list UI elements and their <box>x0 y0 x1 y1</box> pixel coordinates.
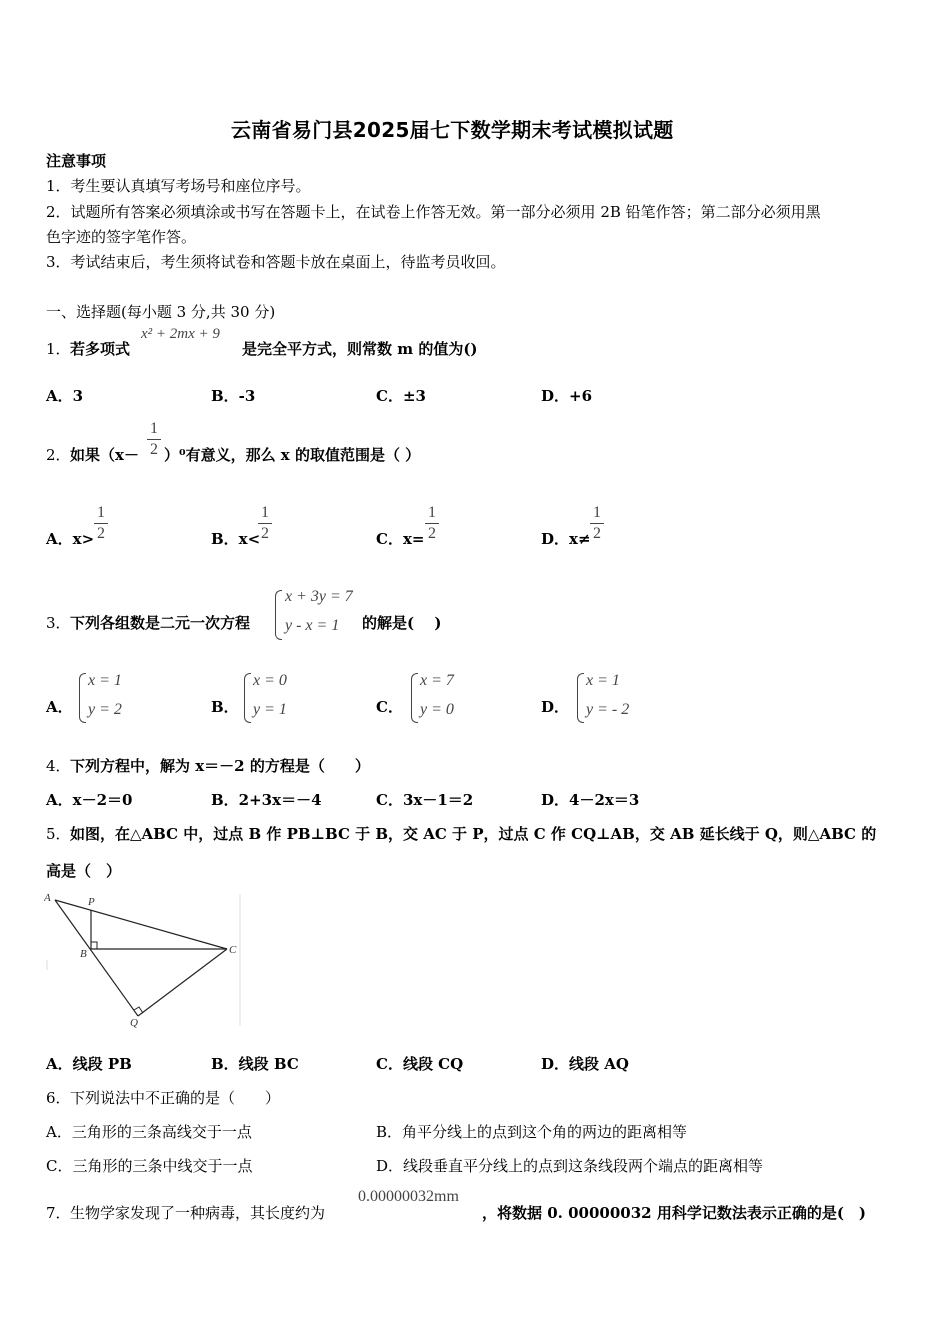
q5-option-a: A．线段 PB <box>46 1055 132 1073</box>
q3-option-b-eq1: x = 0 <box>253 672 287 689</box>
q3-suffix: 的解是( ) <box>362 614 442 632</box>
q3-option-d-brace <box>577 673 584 723</box>
q6-number: 6． <box>46 1089 71 1107</box>
q3-option-b: B． <box>211 698 239 716</box>
label-c: C <box>229 944 237 956</box>
q3-option-a: A． <box>46 698 73 716</box>
segment-cq <box>138 949 227 1016</box>
q2-option-b-fraction: 1 2 <box>258 504 272 543</box>
q1-expression: x² + 2mx + 9 <box>141 326 220 342</box>
q3-option-a-eq1: x = 1 <box>88 672 122 689</box>
q2-prefix: 如果（x－ <box>70 446 139 464</box>
q1-option-d: D．+6 <box>541 387 593 405</box>
q3-system-brace <box>275 590 282 640</box>
q3-option-c-eq1: x = 7 <box>420 672 454 689</box>
q2-option-d-fraction: 1 2 <box>590 504 604 543</box>
q2-suffix: ）⁰有意义，那么 x 的取值范围是（ ） <box>164 446 421 464</box>
q5-line1: 如图，在△ABC 中，过点 B 作 PB⊥BC 于 B，交 AC 于 P，过点 C 作 CQ⊥AB，交 AB 延长线于 Q，则△ABC 的 <box>70 825 877 843</box>
q6-option-d: D．线段垂直平分线上的点到这条线段两个端点的距离相等 <box>376 1157 764 1175</box>
q2-option-d: D．x≠ <box>541 530 591 548</box>
q4-number: 4． <box>46 757 71 775</box>
q5-option-b: B．线段 BC <box>211 1055 299 1073</box>
q5-number: 5． <box>46 825 71 843</box>
q6-option-a: A．三角形的三条高线交于一点 <box>46 1123 252 1141</box>
q3-system-eq1: x + 3y = 7 <box>285 588 353 605</box>
q7-suffix: ，将数据 0. 00000032 用科学记数法表示正确的是( ) <box>482 1204 867 1222</box>
segment-ac <box>55 900 227 949</box>
q6-option-c: C．三角形的三条中线交于一点 <box>46 1157 253 1175</box>
q1-number: 1． <box>46 340 71 358</box>
q7-number: 7． <box>46 1204 71 1222</box>
q3-option-a-brace <box>79 673 86 723</box>
q3-option-b-eq2: y = 1 <box>253 701 287 718</box>
page-title: 云南省易门县2025届七下数学期末考试模拟试题 <box>231 118 674 142</box>
q3-number: 3． <box>46 614 71 632</box>
label-b: B <box>80 948 87 960</box>
q2-fraction: 1 2 <box>147 420 161 459</box>
q3-option-d-eq2: y = - 2 <box>586 701 630 718</box>
q1-prefix: 若多项式 <box>70 340 131 358</box>
q6-option-b: B．角平分线上的点到这个角的两边的距离相等 <box>376 1123 688 1141</box>
q4-text: 下列方程中，解为 x＝－2 的方程是（ ） <box>70 757 370 775</box>
q3-option-a-eq2: y = 2 <box>88 701 122 718</box>
notice-item-3: 3．考试结束后，考生须将试卷和答题卡放在桌面上，待监考员收回。 <box>46 253 506 271</box>
segment-aq <box>55 900 138 1016</box>
q3-option-d-eq1: x = 1 <box>586 672 620 689</box>
q2-option-c-fraction: 1 2 <box>425 504 439 543</box>
q2-option-c: C．x= <box>376 530 425 548</box>
right-angle-mark-b <box>91 942 97 949</box>
q2-number: 2． <box>46 446 71 464</box>
q2-option-b: B．x< <box>211 530 261 548</box>
q3-option-c-brace <box>411 673 418 723</box>
q3-option-c: C． <box>376 698 403 716</box>
q5-triangle-figure <box>44 890 244 1030</box>
q4-option-b: B．2+3x＝－4 <box>211 791 322 809</box>
q1-option-a: A．3 <box>46 387 84 405</box>
label-q: Q <box>130 1017 138 1029</box>
notice-item-2: 2．试题所有答案必须填涂或书写在答题卡上，在试卷上作答无效。第一部分必须用 2B 铅笔作答；第二部分必须用黑 <box>46 203 821 221</box>
q2-option-a: A．x> <box>46 530 95 548</box>
q4-option-a: A．x－2＝0 <box>46 791 133 809</box>
q3-prefix: 下列各组数是二元一次方程 <box>70 614 251 632</box>
q3-option-d: D． <box>541 698 570 716</box>
q5-option-c: C．线段 CQ <box>376 1055 464 1073</box>
q5-option-d: D．线段 AQ <box>541 1055 629 1073</box>
q5-line2: 高是（ ） <box>46 862 122 880</box>
label-p: P <box>88 896 95 908</box>
notice-item-1: 1．考生要认真填写考场号和座位序号。 <box>46 177 311 195</box>
q3-system-eq2: y - x = 1 <box>285 617 340 634</box>
q6-text: 下列说法中不正确的是（ ） <box>70 1089 281 1107</box>
q1-option-c: C．±3 <box>376 387 426 405</box>
q4-option-d: D．4－2x＝3 <box>541 791 640 809</box>
q4-option-c: C．3x－1＝2 <box>376 791 474 809</box>
q7-prefix: 生物学家发现了一种病毒，其长度约为 <box>70 1204 326 1222</box>
q3-option-c-eq2: y = 0 <box>420 701 454 718</box>
q2-option-a-fraction: 1 2 <box>94 504 108 543</box>
q1-suffix: 是完全平方式，则常数 m 的值为() <box>242 340 478 358</box>
notice-heading: 注意事项 <box>46 152 107 170</box>
notice-item-2-cont: 色字迹的签字笔作答。 <box>46 228 197 246</box>
q3-option-b-brace <box>244 673 251 723</box>
q1-option-b: B．-3 <box>211 387 256 405</box>
section-heading: 一、选择题(每小题 3 分,共 30 分) <box>46 303 276 321</box>
q7-expression: 0.00000032mm <box>358 1188 459 1205</box>
label-a: A <box>44 892 51 904</box>
